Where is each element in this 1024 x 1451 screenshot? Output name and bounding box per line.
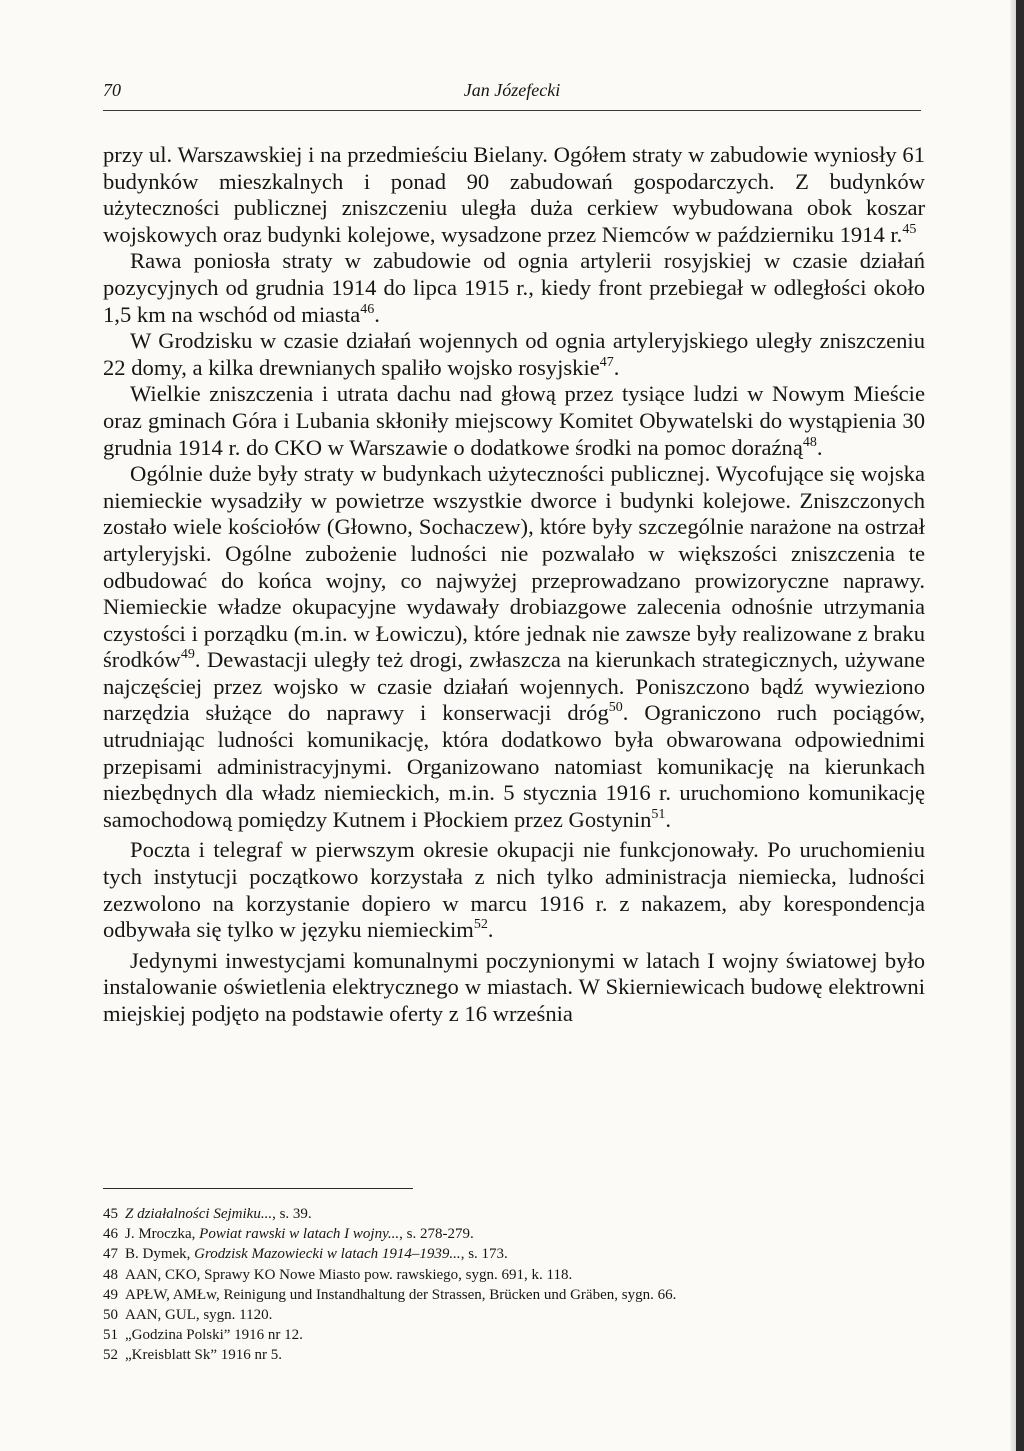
footnote: 45 Z działalności Sejmiku..., s. 39.	[103, 1206, 312, 1222]
paragraph: W Grodzisku w czasie działań wojennych od ognia artyleryjskiego uległy zniszczeniu 22 domy, a kilka drewnianych spaliło wojsko rosyjskie$^{47}$.	[103, 328, 925, 380]
footnote-ref[interactable]: 52	[473, 917, 488, 933]
footnote-ref[interactable]: 49	[180, 647, 195, 663]
page-number: 70	[103, 80, 121, 100]
paragraph: Ogólnie duże były straty w budynkach użyteczności publicznej. Wycofujące się wojska niemieckie wysadziły w powietrze wszystkie dworce i budynki kolejowe. Zniszczonych zostało wiele kościołów (Głowno, Sochaczew), które były szczególnie narażone na ostrzał artyleryjski. Ogólne zubożenie ludności nie pozwalało w większości zniszczenia te odbudować do końca wojny, co najwyżej przeprowadzano prowizoryczne naprawy. Niemieckie władze okupacyjne wydawały drobiazgowe zalecenia odnośnie utrzymania czystości i porządku (m.in. w Łowiczu), które jednak nie zawsze były realizowane z braku środków$^{49}$. Dewastacji uległy też drogi, zwłaszcza na kierunkach strategicznych, używane najczęściej przez wojsko w czasie działań wojennych. Poniszczono bądź wywieziono narzędzia służące do naprawy i konserwacji dróg$^{50}$. Ograniczono ruch pociągów, utrudniając ludności komunikację, która dodatkowo była obwarowana odpowiednimi przepisami administracyjnymi. Organizowano natomiast komunikację na kierunkach niezbędnych dla władz niemieckich, m.in. 5 stycznia 1916 r. uruchomiono komunikację samochodową pomiędzy Kutnem i Płockiem przez Gostynin$^{51}$.	[103, 461, 925, 832]
footnotes	[103, 1204, 923, 1366]
footnote: 52 „Kreisblatt Sk” 1916 nr 5.	[103, 1347, 283, 1364]
footnote: 46 J. Mroczka, Powiat rawski w latach I wojny..., s. 278-279.	[103, 1226, 474, 1243]
footnote: 51 „Godzina Polski” 1916 nr 12.	[103, 1327, 303, 1344]
footnote-ref[interactable]: 46	[360, 301, 375, 317]
footnote: 50 AAN, GUL, sygn. 1120.	[103, 1307, 273, 1324]
scan-edge	[1016, 0, 1024, 1451]
footnote-ref[interactable]: 47	[599, 354, 614, 370]
footnote: 47 B. Dymek, Grodzisk Mazowiecki w latach 1914–1939..., s. 173.	[103, 1246, 508, 1263]
paragraph: Poczta i telegraf w pierwszym okresie okupacji nie funkcjonowały. Po uruchomieniu tych instytucji początkowo korzystała z nich tylko administracja niemiecka, ludności zezwolono na korzystanie dopiero w marcu 1916 r. z nakazem, aby korespondencja odbywała się tylko w języku niemieckim$^{52}$.	[103, 837, 925, 943]
paragraph: Rawa poniosła straty w zabudowie od ognia artylerii rosyjskiej w czasie działań pozycyjnych od grudnia 1914 do lipca 1915 r., kiedy front przebiegał w odległości około 1,5 km na wschód od miasta$^{46}$.	[103, 248, 925, 327]
body-text	[103, 142, 925, 1028]
paragraph: Jedynymi inwestycjami komunalnymi poczynionymi w latach I wojny światowej było instalowanie oświetlenia elektrycznego w miastach. W Skierniewicach budowę elektrowni miejskiej podjęto na podstawie oferty z 16 września	[103, 947, 925, 1026]
running-head: Jan Józefecki	[463, 80, 561, 100]
footnote-ref[interactable]: 45	[902, 221, 917, 237]
footnote: 48 AAN, CKO, Sprawy KO Nowe Miasto pow. rawskiego, sygn. 691, k. 118.	[103, 1266, 573, 1283]
footnote: 49 APŁW, AMŁw, Reinigung und Instandhaltung der Strassen, Brücken und Gräben, sygn. 66.	[103, 1286, 677, 1303]
paragraph: przy ul. Warszawskiej i na przedmieściu Bielany. Ogółem straty w zabudowie wyniosły 61 budynków mieszkalnych i ponad 90 zabudowań gospodarczych. Z budynków użyteczności publicznej zniszczeniu uległa duża cerkiew wybudowana obok koszar wojskowych oraz budynki kolejowe, wysadzone przez Niemców w październiku 1914 r.$^{45}$	[103, 142, 925, 247]
footnote-separator	[103, 1188, 413, 1189]
page-header	[103, 80, 921, 111]
footnote-ref[interactable]: 51	[651, 806, 666, 822]
footnote-ref[interactable]: 48	[802, 434, 817, 450]
paragraph: Wielkie zniszczenia i utrata dachu nad głową przez tysiące ludzi w Nowym Mieście oraz gminach Góra i Lubania skłoniły miejscowy Komitet Obywatelski do wystąpienia 30 grudnia 1914 r. do CKO w Warszawie o dodatkowe środki na pomoc doraźną$^{48}$.	[103, 381, 925, 460]
footnote-ref[interactable]: 50	[608, 700, 623, 716]
